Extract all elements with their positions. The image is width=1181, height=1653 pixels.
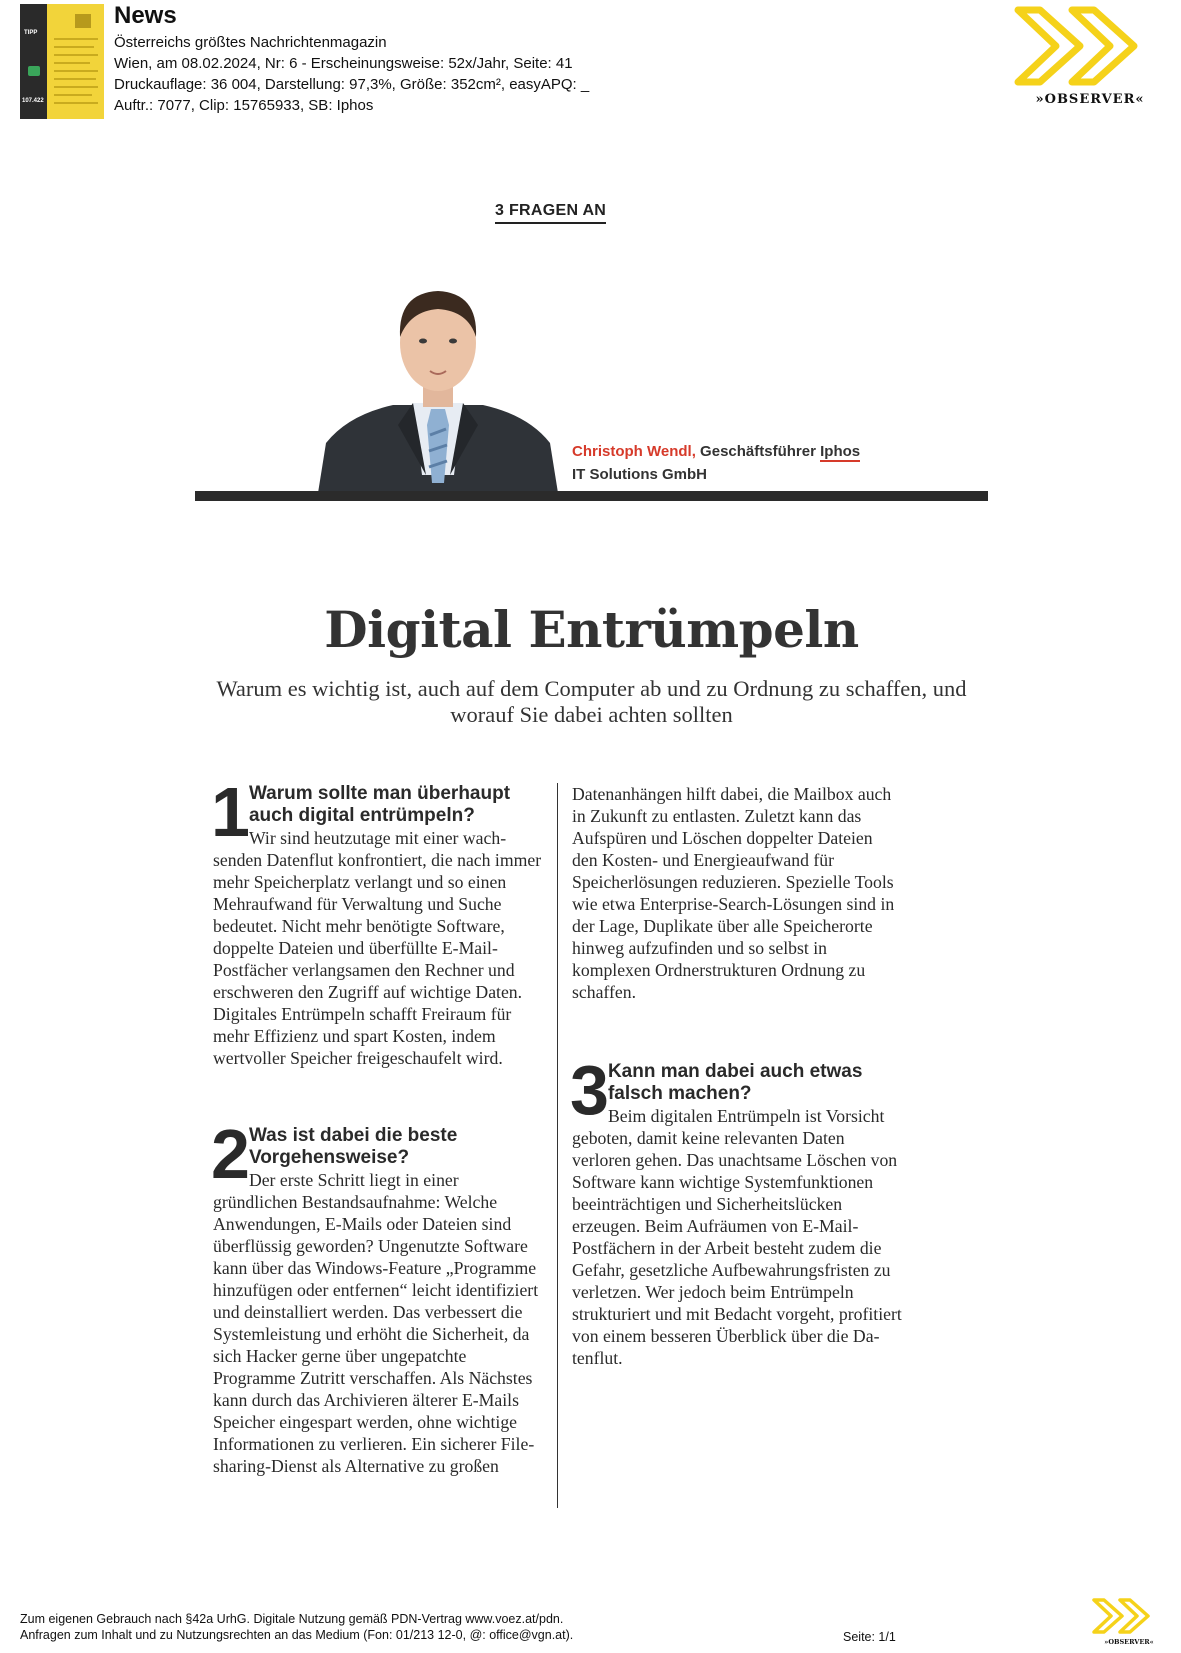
question-block-2 (211, 1115, 543, 1477)
question-number-2: 2 (211, 1115, 247, 1193)
company-name-rest: IT Solutions GmbH (572, 466, 707, 483)
question-block-1 (211, 773, 543, 1069)
observer-small-logo-text: »OBSERVER« (1104, 1638, 1154, 1646)
clip-meta-line-1: Wien, am 08.02.2024, Nr: 6 - Erscheinungsweise: 52x/Jahr, Seite: 41 (114, 55, 573, 72)
article-column-right (572, 783, 902, 1369)
clip-meta-line-2: Druckauflage: 36 004, Darstellung: 97,3%, Größe: 352cm², easyAPQ: _ (114, 76, 590, 93)
page-number: Seite: 1/1 (843, 1630, 896, 1644)
question-title-3: Kann man dabei auch etwas falsch machen? (607, 1061, 863, 1104)
portrait-photo (318, 275, 568, 493)
company-highlight: Iphos (820, 443, 861, 460)
article-column-left (211, 773, 543, 1477)
footer-usage-note: Zum eigenen Gebrauch nach §42a UrhG. Digitale Nutzung gemäß PDN-Vertrag www.voez.at/pdn. (20, 1612, 564, 1626)
question-title-2: Was ist dabei die beste Vorgehensweise? (248, 1125, 458, 1168)
article-headline: Digital Entrümpeln (324, 600, 859, 659)
photo-divider-bar (195, 491, 988, 501)
question-block-3 (570, 1051, 902, 1369)
answer-text-2-continued: Datenanhängen hilft dabei, die Mailbox auch in Zukunft zu entlasten. Zuletzt kann das Aufspüren und Löschen doppelter Dateien den Kosten- und Energieaufwand für Speicherlösungen reduzieren. Spezielle Tools wie etwa Enterprise-Search-Lösungen sind in der Lage, Duplikate über alle Speicherorte hinweg aufzufinden und so selbst in komplexen Ordnerstrukturen Ordnung zu schaffen. (572, 784, 895, 1002)
article-kicker: 3 FRAGEN AN (495, 202, 606, 224)
question-number-1: 1 (211, 773, 247, 851)
thumbnail-tipp-label: TIPP (24, 30, 38, 36)
article-subheadline: Warum es wichtig ist, auch auf dem Computer ab und zu Ordnung zu schaffen, und worauf Sie dabei achten sollten (216, 676, 967, 727)
publication-tagline: Österreichs größtes Nachrichtenmagazin (114, 34, 387, 51)
person-role: Geschäftsführer (695, 443, 821, 460)
column-divider (557, 783, 558, 1508)
portrait-caption (572, 443, 860, 460)
question-title-1: Warum sollte man überhaupt auch digital entrümpeln? (248, 783, 511, 826)
footer-contact-note: Anfragen zum Inhalt und zu Nutzungsrechten an das Medium (Fon: 01/213 12-0, @: office@vgn.at). (20, 1628, 574, 1642)
question-number-3: 3 (570, 1051, 606, 1129)
observer-logo-text: »OBSERVER« (1035, 92, 1145, 107)
person-name: Christoph Wendl, (572, 443, 696, 460)
publication-title: News (114, 2, 177, 29)
publication-thumbnail (20, 4, 104, 119)
thumbnail-number-label: 107.422 (22, 98, 44, 104)
answer-text-2: Der erste Schritt liegt in einer gründlichen Bestandsaufnahme: Welche Anwendungen, E-Mails oder Dateien sind überflüssig geworden? Ungenutzte Software kann über das Windows-Feature „Programme hinzufügen oder entfernen“ leicht identifiziert und deinstalliert werden. Das verbessert die Systemleistung und erhöht die Sicherheit, da sich Hacker gerne über ungepatchte Programme Zutritt verschaffen. Als Nächstes kann durch das Archivieren älterer E-Mails Speicher eingespart werden, ohne wichtige Informationen zu verlieren. Ein sicherer Filesharing-Dienst als Alternative zu großen (213, 1170, 539, 1476)
clip-meta-line-3: Auftr.: 7077, Clip: 15765933, SB: Iphos (114, 97, 374, 114)
answer-text-3: Beim digitalen Entrümpeln ist Vorsicht geboten, damit keine relevanten Daten verloren gehen. Das unachtsame Löschen von Software kann wichtige Systemfunktionen beeinträchtigen und Sicherheitslücken erzeugen. Beim Aufräumen von E-Mail-Postfächern in der Arbeit besteht zudem die Gefahr, gesetzliche Aufbewahrungsfristen zu verletzen. Wer jedoch beim Entrümpeln strukturiert und mit Bedacht vorgeht, profitiert von einem besseren Überblick über die Datenflut. (572, 1106, 902, 1368)
answer-text-1: Wir sind heutzutage mit einer wachsenden Datenflut konfrontiert, die nach immer mehr Speicherplatz verlangt und so einen Mehraufwand für Verwaltung und Suche bedeutet. Nicht mehr benötigte Software, doppelte Dateien und überfüllte E-Mail-Postfächer verlangsamen den Rechner und erschweren den Zugriff auf wichtige Daten. Digitales Entrümpeln schafft Freiraum für mehr Effizienz und spart Kosten, indem wertvoller Speicher freigeschaufelt wird. (213, 828, 542, 1068)
answer-continuation-2 (572, 783, 902, 1003)
